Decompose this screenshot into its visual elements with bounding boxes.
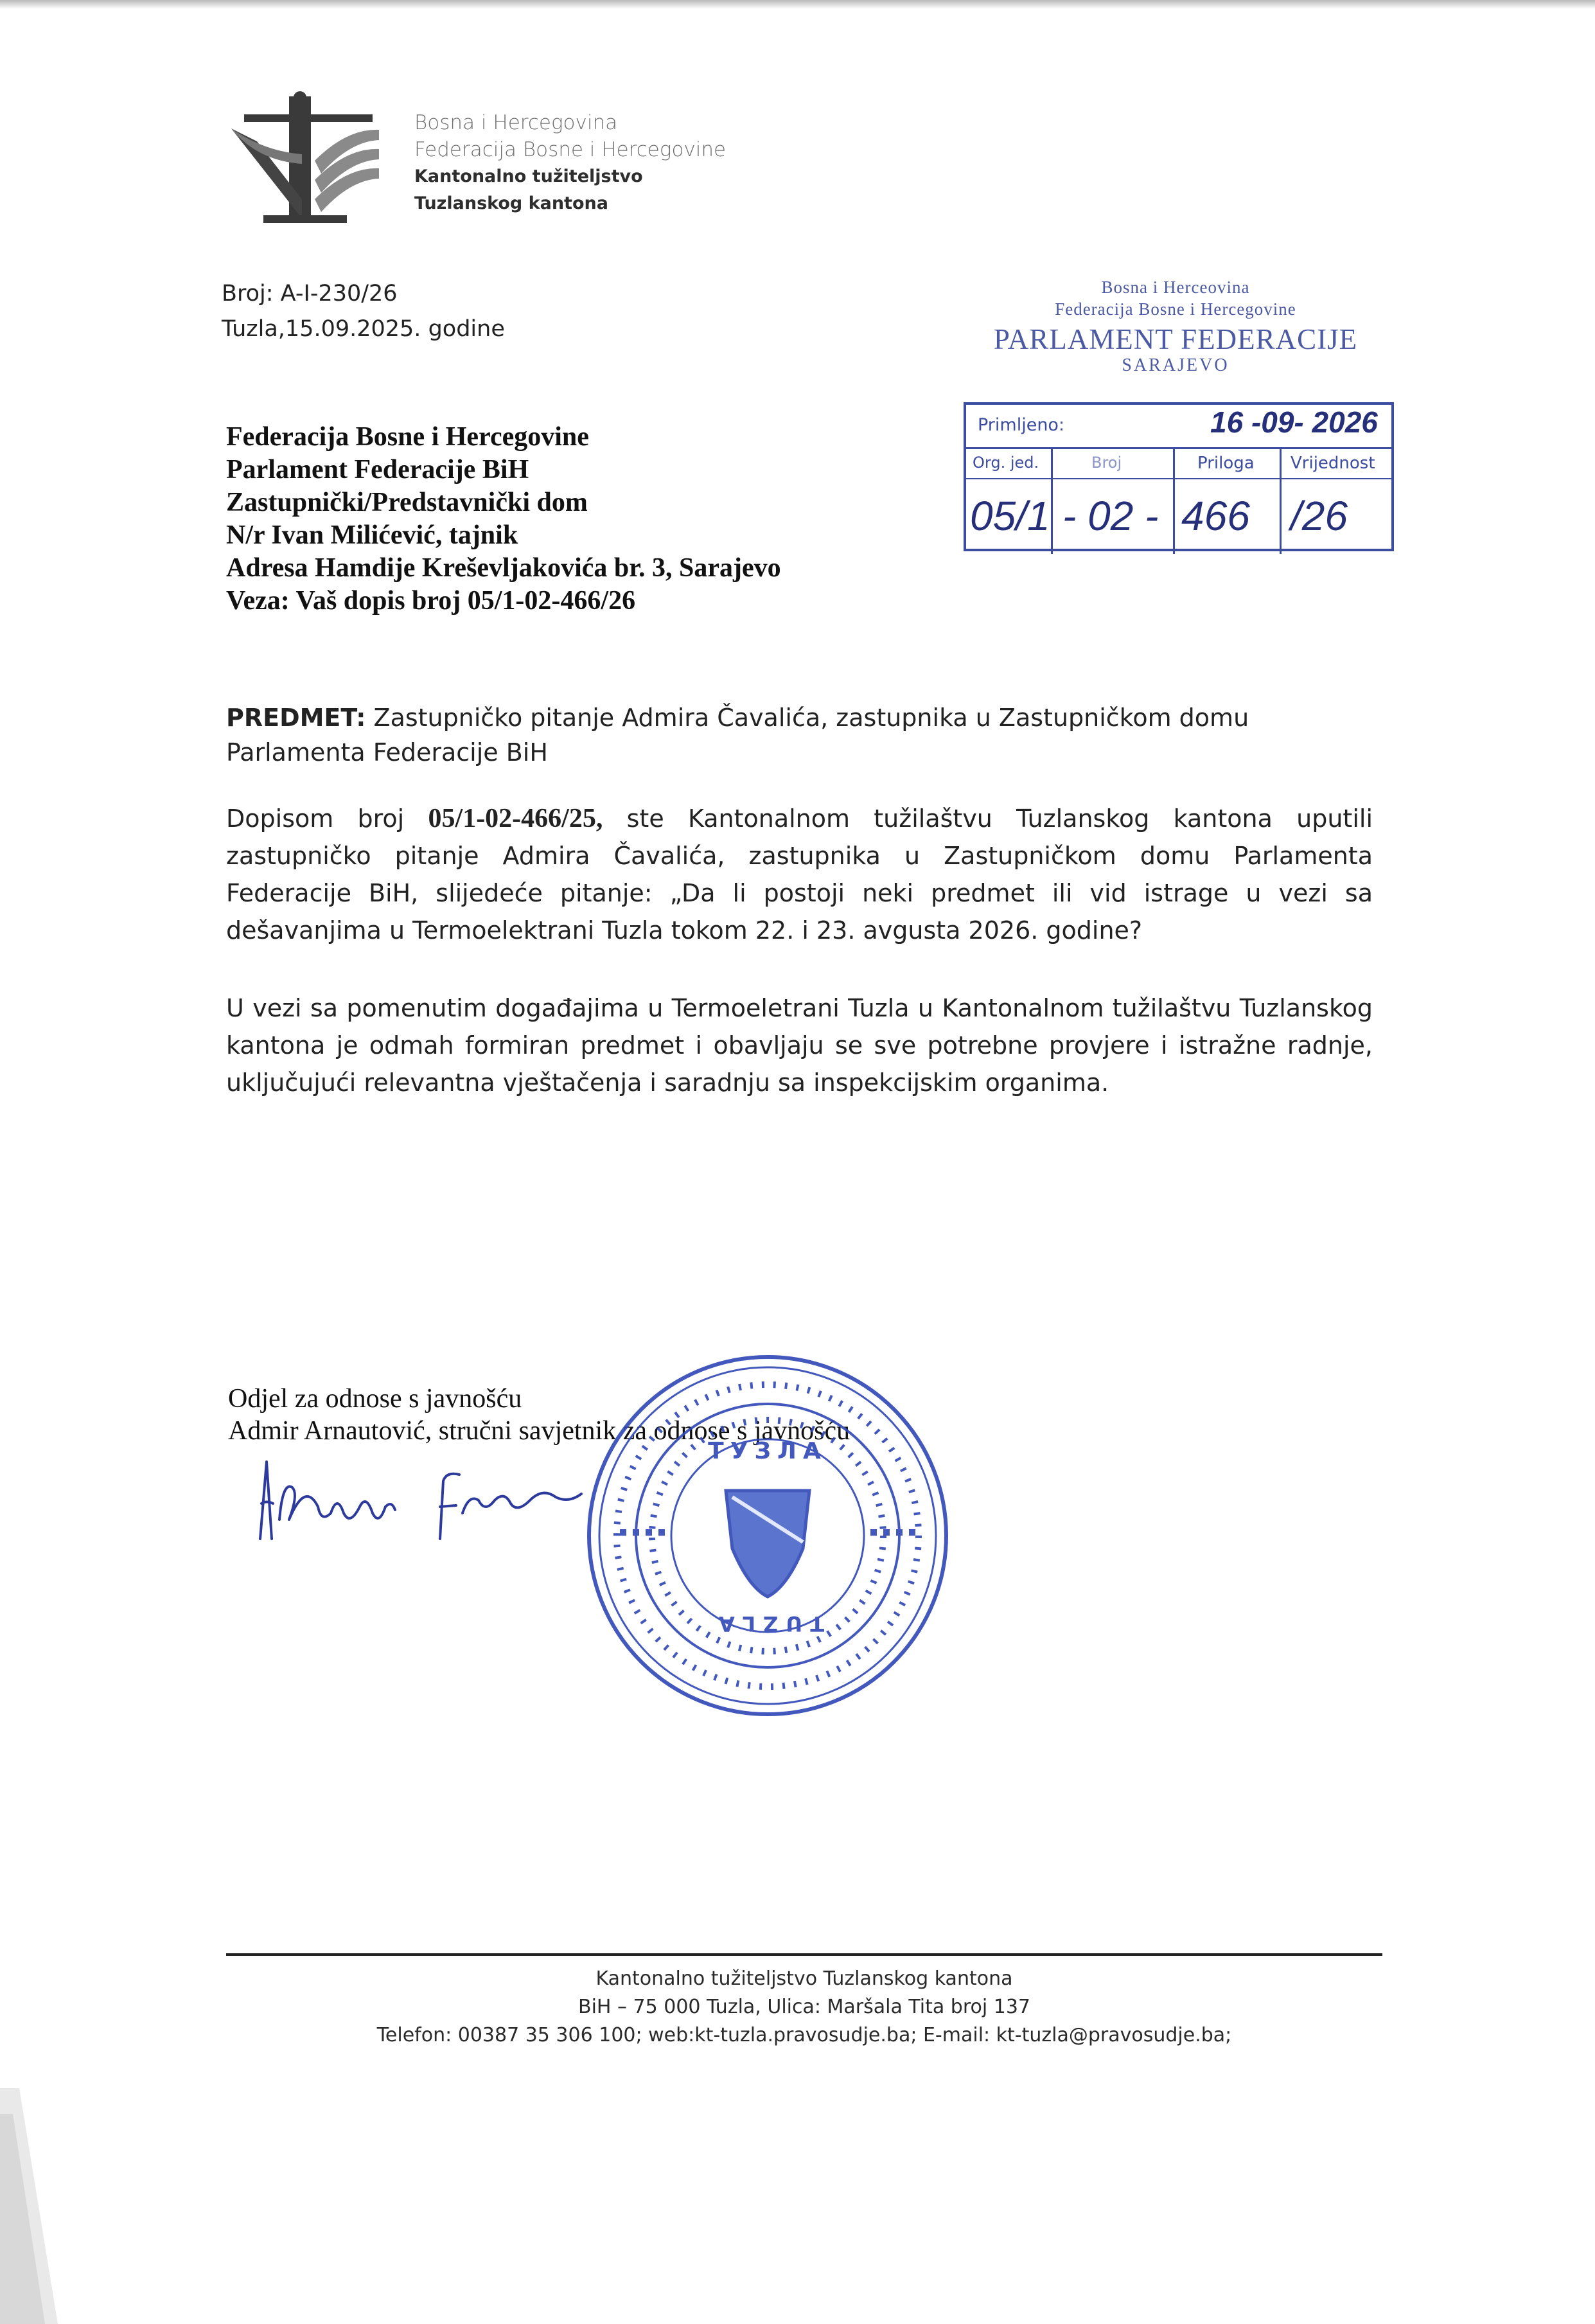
stamp-divider	[1173, 447, 1175, 554]
place-date: Tuzla,15.09.2025. godine	[222, 316, 505, 342]
stamp-received-row	[966, 405, 1391, 449]
footer-contact: Telefon: 00387 35 306 100; web:kt-tuzla.pravosudje.ba; E-mail: kt-tuzla@pravosudje.ba;	[376, 2024, 1232, 2046]
header-federation: Federacija Bosne i Hercegovine	[414, 138, 727, 161]
stamp-divider	[1280, 447, 1282, 554]
p2-text: U vezi sa pomenutim događajima u Termoeletrani Tuzla u Kantonalnom tužilaštvu Tuzlanskog kantona je odmah formiran predmet i obavljaju se sve potrebne provjere i istražne radnje, uključujući relevantna vještačenja i saradnju sa inspekcijskim organima.	[226, 994, 1373, 1097]
header-country: Bosna i Hercegovina	[414, 111, 618, 134]
stamp-val-org: 05/1	[970, 493, 1050, 539]
stamp-country: Bosna i Herceovina	[1101, 278, 1250, 297]
stamp-received-label: Primljeno:	[978, 415, 1065, 435]
stamp-col-org: Org. jed.	[973, 454, 1039, 472]
header-institution: Kantonalno tužiteljstvo	[414, 166, 643, 186]
stamp-col-vrijednost: Vrijednost	[1291, 454, 1375, 473]
signatory-name: Admir Arnautović, stručni savjetnik za odnose s javnošću	[228, 1416, 850, 1446]
stamp-received-date: 16 -09- 2026	[1210, 405, 1378, 439]
recipient-reference: Veza: Vaš dopis broj 05/1-02-466/26	[226, 586, 636, 616]
scan-edge-top	[0, 0, 1595, 9]
recipient-block	[226, 421, 781, 617]
footer	[226, 1965, 1382, 2050]
reference-number: Broj: A-I-230/26	[222, 281, 398, 306]
stamp-federation: Federacija Bosne i Hercegovine	[1055, 299, 1296, 319]
signatory-department: Odjel za odnose s javnošću	[228, 1384, 522, 1414]
subject-line	[226, 700, 1382, 770]
seal-lower-text: TUZLA	[710, 1611, 825, 1636]
receipt-stamp-header	[951, 276, 1400, 375]
stamp-register-row	[966, 447, 1391, 554]
reference-block	[222, 276, 505, 347]
p1-reference: 05/1-02-466/25,	[428, 804, 603, 833]
p1-text: ste Kantonalnom tužilaštvu Tuzlanskog kantona uputili zastupničko pitanje Admira Čavalića, zastupnika u Zastupničkom domu Parlamenta Federacije BiH, slijedeće pitanje: „Da li postoji neki predmet ili vid istrage u vezi sa dešavanjima u Termoelektrani Tuzla tokom 22. i 23. avgusta 2026. godine?	[226, 804, 1373, 945]
receipt-stamp-box	[964, 402, 1394, 551]
prosecutor-logo	[218, 90, 385, 228]
stamp-val-priloga: 466	[1181, 493, 1250, 539]
recipient-address: Adresa Hamdije Kreševljakovića br. 3, Sarajevo	[226, 553, 781, 583]
stamp-divider	[966, 478, 1391, 479]
subject-label: PREDMET:	[226, 704, 366, 732]
recipient-line: Zastupnički/Predstavnički dom	[226, 488, 588, 517]
subject-text: Zastupničko pitanje Admira Čavalića, zastupnika u Zastupničkom domu Parlamenta Federacije BiH	[226, 704, 1249, 767]
stamp-col-broj: Broj	[1091, 454, 1122, 472]
stamp-parliament: PARLAMENT FEDERACIJE	[993, 323, 1358, 355]
stamp-val-broj: - 02 -	[1062, 493, 1159, 539]
body-paragraph-2	[226, 989, 1373, 1101]
footer-institution: Kantonalno tužiteljstvo Tuzlanskog kantona	[595, 1967, 1013, 1990]
recipient-attention: N/r Ivan Milićević, tajnik	[226, 520, 518, 550]
header-canton: Tuzlanskog kantona	[414, 193, 608, 213]
institution-header	[414, 109, 726, 217]
stamp-col-priloga: Priloga	[1197, 454, 1255, 473]
official-seal	[581, 1349, 954, 1722]
scan-shadow-left	[0, 2088, 103, 2324]
footer-address: BiH – 75 000 Tuzla, Ulica: Maršala Tita broj 137	[577, 1996, 1031, 2018]
stamp-val-vrijednost: /26	[1291, 493, 1348, 539]
body-paragraph-1	[226, 800, 1373, 949]
stamp-city: SARAJEVO	[1122, 355, 1229, 375]
seal-center-text: ТУЗЛА	[708, 1438, 827, 1464]
p1-intro: Dopisom broj	[226, 804, 405, 833]
stamp-divider	[1051, 447, 1053, 554]
handwritten-signature	[247, 1442, 633, 1558]
footer-rule	[226, 1953, 1382, 1956]
recipient-line: Parlament Federacije BiH	[226, 455, 529, 484]
recipient-line: Federacija Bosne i Hercegovine	[226, 422, 589, 452]
